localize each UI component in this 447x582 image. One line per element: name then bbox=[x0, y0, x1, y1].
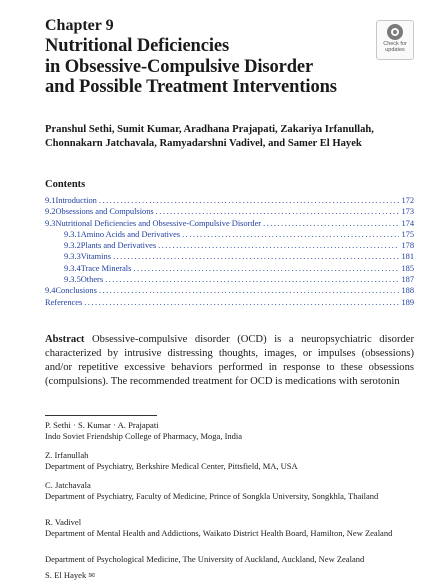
affiliation-names: P. Sethi · S. Kumar · A. Prajapati bbox=[45, 420, 159, 430]
toc-leader-dots bbox=[113, 251, 399, 262]
abstract-label: Abstract bbox=[45, 334, 85, 345]
author-list: Pranshul Sethi, Sumit Kumar, Aradhana Prajapati, Zakariya Irfanullah, Chonnakarn Jatchavala, Ramyadarshni Vadivel, and Samer El Hayek bbox=[45, 124, 374, 149]
affiliation-department: Department of Psychiatry, Berkshire Medical Center, Pittsfield, MA, USA bbox=[45, 461, 298, 471]
toc-title: Vitamins bbox=[80, 252, 111, 262]
toc-entry-others[interactable] bbox=[45, 274, 414, 285]
toc-title: Trace Minerals bbox=[80, 263, 132, 273]
affiliation-block bbox=[45, 420, 414, 442]
toc-leader-dots bbox=[133, 263, 399, 274]
toc-title: References bbox=[45, 297, 83, 307]
badge-line-2: updates bbox=[385, 47, 405, 53]
toc-leader-dots bbox=[263, 218, 399, 229]
footnote-rule bbox=[45, 415, 157, 416]
toc-leader-dots bbox=[99, 285, 400, 296]
toc-entry-vitamins[interactable] bbox=[45, 251, 414, 262]
chapter-title-line: in Obsessive-Compulsive Disorder bbox=[45, 56, 314, 77]
affiliation-block bbox=[45, 517, 414, 539]
toc-number: 9.2 bbox=[45, 207, 56, 217]
affiliation-department: Department of Psychiatry, Faculty of Medicine, Prince of Songkla University, Songkhla, Thailand bbox=[45, 491, 379, 501]
toc-page-number: 173 bbox=[401, 207, 414, 217]
toc-number: 9.3.3 bbox=[64, 252, 81, 262]
toc-title: Introduction bbox=[55, 196, 97, 205]
toc-leader-dots bbox=[156, 206, 400, 217]
table-of-contents bbox=[45, 195, 414, 308]
toc-entry-references[interactable] bbox=[45, 297, 414, 308]
email-icon[interactable]: ✉ bbox=[88, 571, 96, 580]
toc-title: Conclusions bbox=[55, 286, 97, 296]
toc-number: 9.3.1 bbox=[64, 229, 81, 239]
toc-leader-dots bbox=[182, 229, 399, 240]
toc-leader-dots bbox=[99, 195, 400, 206]
toc-title: Amino Acids and Derivatives bbox=[80, 229, 181, 239]
toc-page-number: 188 bbox=[401, 286, 414, 296]
toc-page-number: 189 bbox=[401, 297, 414, 307]
chapter-label: Chapter 9 bbox=[45, 17, 114, 34]
contents-heading: Contents bbox=[45, 179, 86, 190]
toc-number: 9.3.2 bbox=[64, 241, 81, 251]
abstract-text: Obsessive-compulsive disorder (OCD) is a neuropsychiatric disorder characterized by intrusive distressing thoughts, images, or impulses (obsessions) and/or repetitive excessive behaviors performed in response to these obsessions (compulsions). The recommended treatment for OCD is medications with serotonin bbox=[45, 334, 414, 387]
toc-number: 9.3 bbox=[45, 218, 56, 228]
affiliation-block bbox=[45, 570, 414, 581]
affiliation-block bbox=[45, 450, 414, 472]
toc-title: Others bbox=[80, 275, 104, 285]
affiliation-block bbox=[45, 554, 414, 565]
toc-number: 9.1 bbox=[45, 196, 56, 205]
toc-entry-introduction[interactable] bbox=[45, 195, 414, 206]
update-check-icon bbox=[387, 24, 403, 40]
chapter-title-line: Nutritional Deficiencies bbox=[45, 36, 230, 56]
toc-leader-dots bbox=[84, 297, 399, 308]
affiliation-names: Z. Irfanullah bbox=[45, 450, 89, 460]
toc-number: 9.3.4 bbox=[64, 263, 81, 273]
toc-title: Obsessions and Compulsions bbox=[55, 207, 154, 217]
toc-leader-dots bbox=[105, 274, 399, 285]
affiliation-department: Department of Psychological Medicine, The University of Auckland, Auckland, New Zealand bbox=[45, 554, 365, 564]
badge-line-1: Check for bbox=[383, 41, 407, 47]
chapter-title-line: and Possible Treatment Interventions bbox=[45, 77, 337, 97]
toc-page-number: 181 bbox=[401, 252, 414, 262]
toc-entry-conclusions[interactable] bbox=[45, 285, 414, 296]
toc-page-number: 172 bbox=[401, 196, 414, 205]
chapter-title bbox=[45, 36, 337, 98]
affiliation-block bbox=[45, 480, 414, 502]
affiliation-names: S. El Hayek bbox=[45, 570, 87, 580]
toc-entry-trace-minerals[interactable] bbox=[45, 263, 414, 274]
toc-entry-nutritional-deficiencies[interactable] bbox=[45, 218, 414, 229]
affiliation-department: Department of Mental Health and Addictions, Waikato District Health Board, Hamilton, New Zealand bbox=[45, 528, 393, 538]
toc-entry-obsessions[interactable] bbox=[45, 206, 414, 217]
toc-entry-amino-acids[interactable] bbox=[45, 229, 414, 240]
toc-number: 9.3.5 bbox=[64, 275, 81, 285]
toc-page-number: 185 bbox=[401, 263, 414, 273]
toc-entry-plants[interactable] bbox=[45, 240, 414, 251]
affiliation-names: C. Jatchavala bbox=[45, 480, 91, 490]
toc-page-number: 178 bbox=[401, 241, 414, 251]
affiliation-department: Indo Soviet Friendship College of Pharmacy, Moga, India bbox=[45, 431, 243, 441]
toc-page-number: 175 bbox=[401, 229, 414, 239]
toc-page-number: 187 bbox=[401, 275, 414, 285]
check-for-updates-badge[interactable] bbox=[376, 20, 414, 60]
toc-number: 9.4 bbox=[45, 286, 56, 296]
toc-title: Nutritional Deficiencies and Obsessive-Compulsive Disorder bbox=[55, 218, 262, 228]
toc-leader-dots bbox=[158, 240, 399, 251]
toc-page-number: 174 bbox=[401, 218, 414, 228]
toc-title: Plants and Derivatives bbox=[80, 241, 157, 251]
affiliation-names: R. Vadivel bbox=[45, 517, 82, 527]
abstract bbox=[45, 333, 414, 389]
